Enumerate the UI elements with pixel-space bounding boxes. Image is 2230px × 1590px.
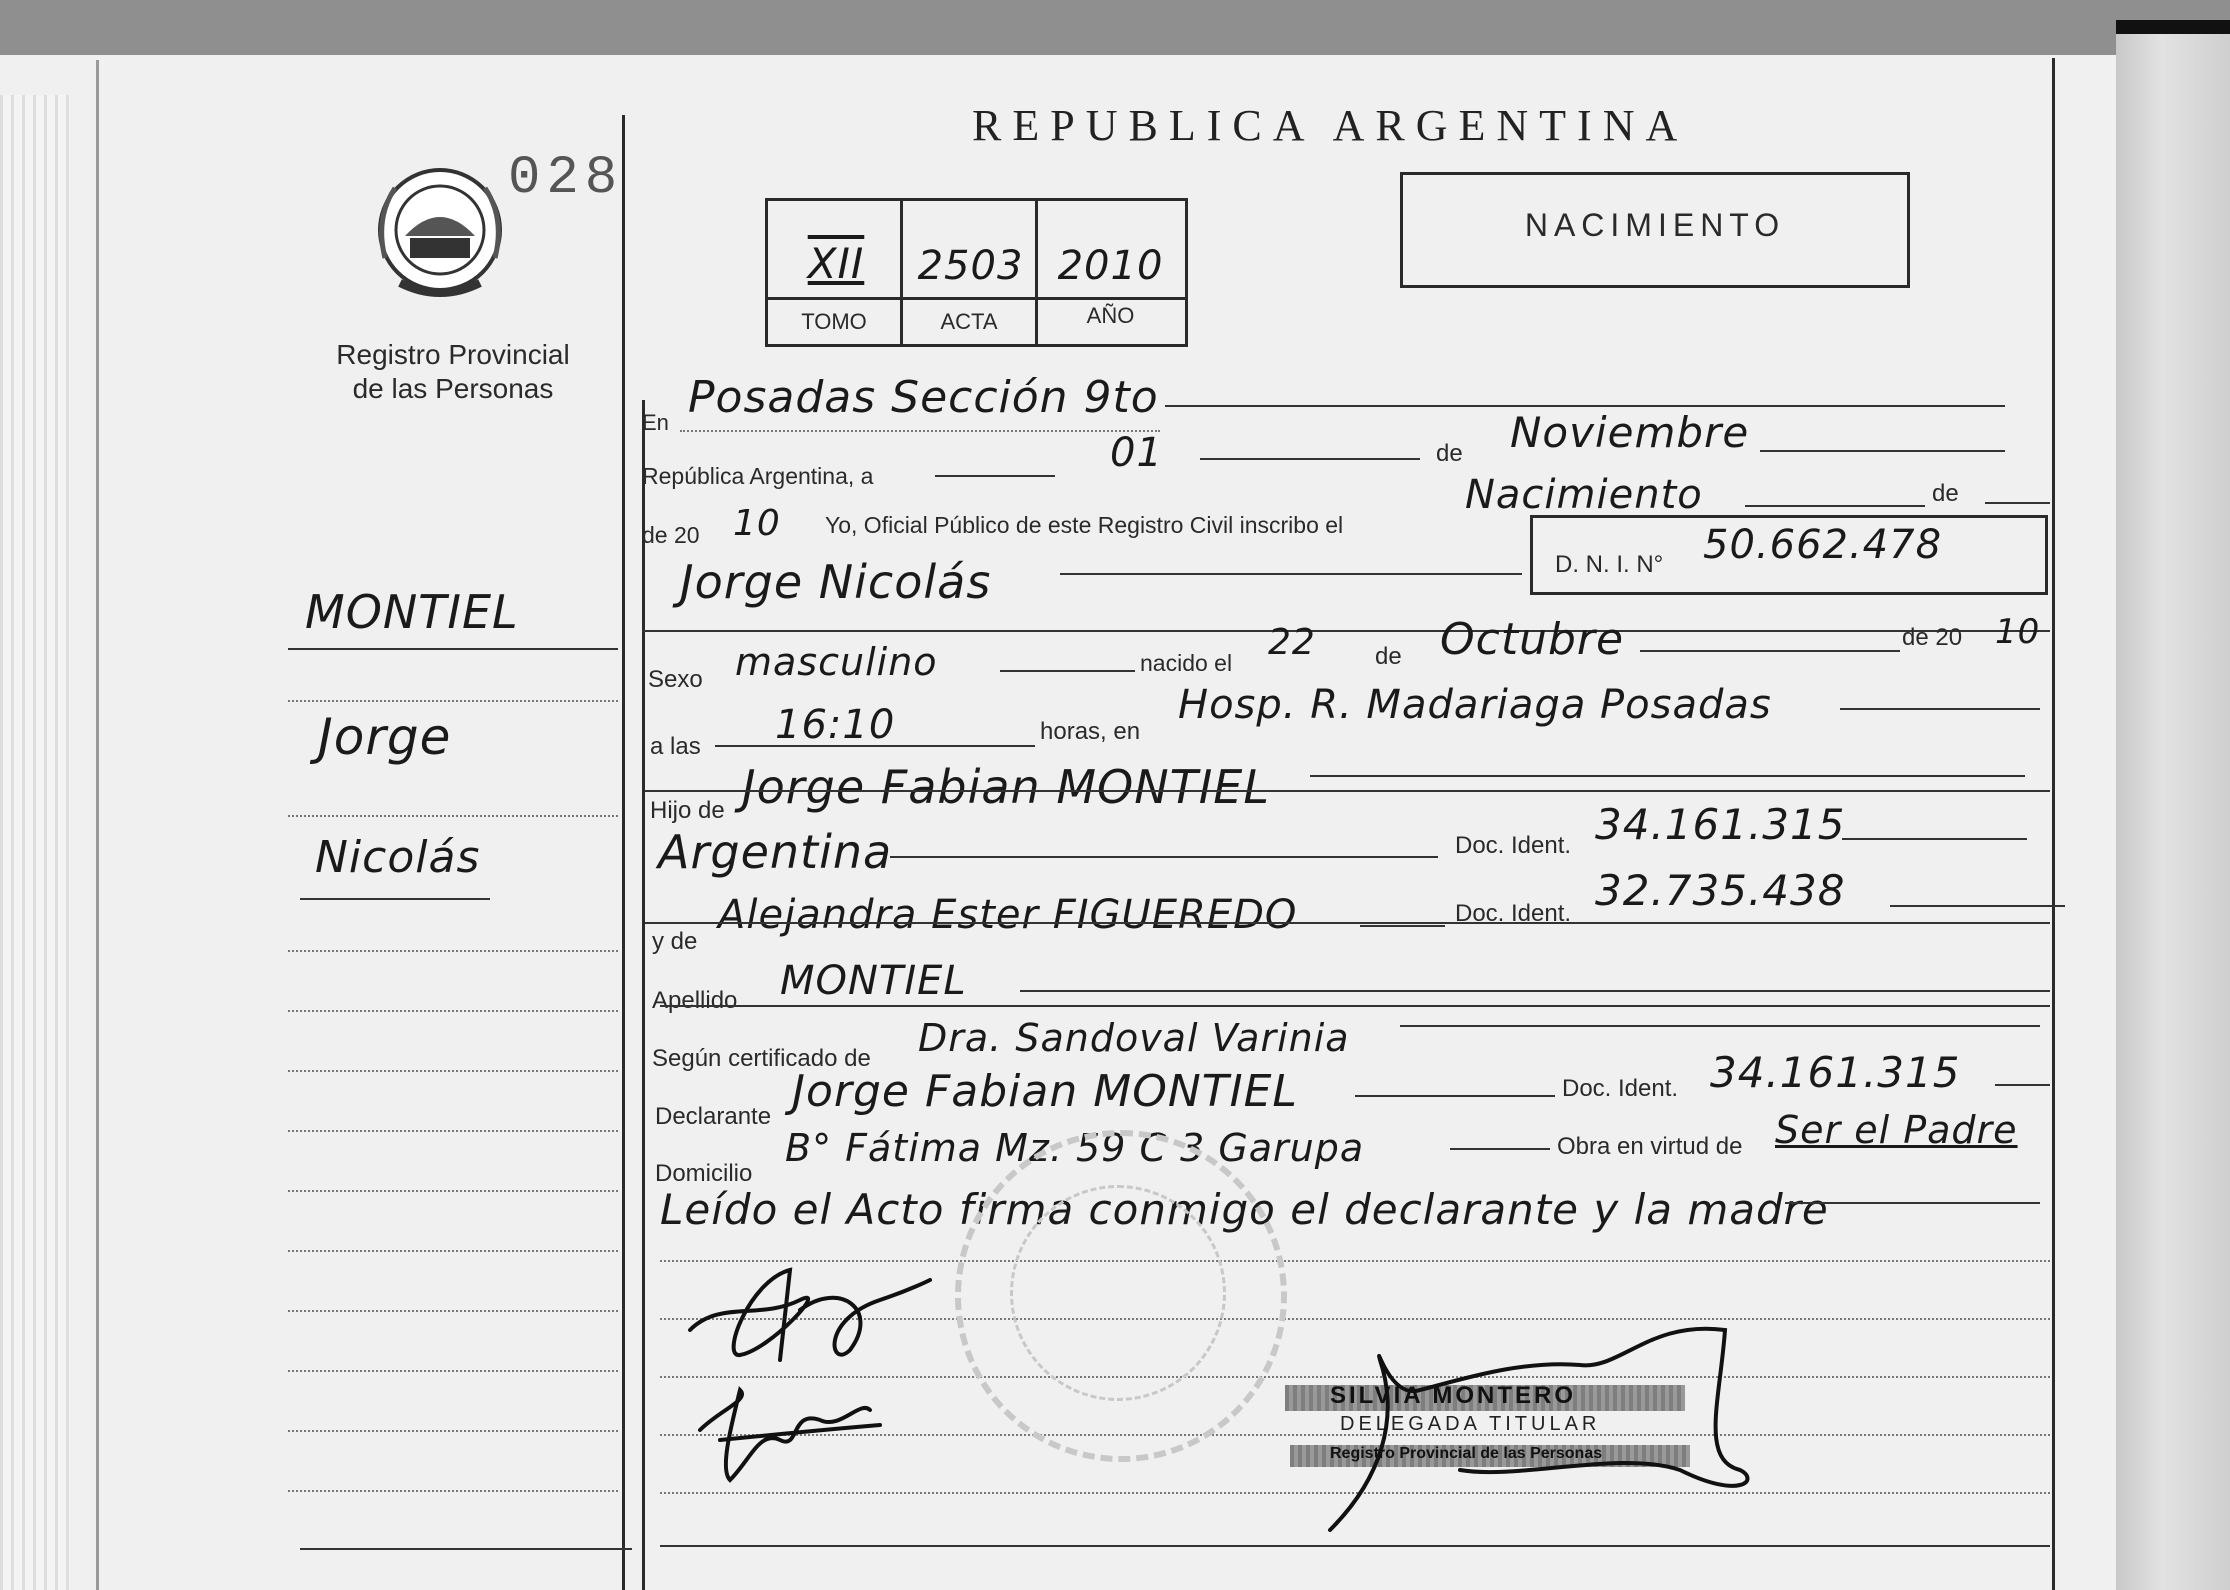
field-person-name: Jorge Nicolás bbox=[680, 555, 992, 609]
margin-surname: MONTIEL bbox=[305, 585, 519, 639]
field-padre: Jorge Fabian MONTIEL bbox=[742, 760, 1270, 814]
page-number: 028 bbox=[508, 148, 624, 209]
label-dni: D. N. I. N° bbox=[1555, 551, 1664, 578]
label-inscribe: Yo, Oficial Público de este Registro Civil inscribo el bbox=[825, 512, 1344, 538]
label-doc-declarante: Doc. Ident. bbox=[1562, 1075, 1679, 1102]
label-horas-en: horas, en bbox=[1040, 718, 1141, 745]
field-birth-year-suffix: 10 bbox=[1995, 612, 2041, 652]
margin-first-name: Jorge bbox=[318, 708, 452, 766]
misiones-seal-icon bbox=[365, 158, 515, 308]
field-obra: Ser el Padre bbox=[1775, 1108, 2018, 1152]
margin-middle-name: Nicolás bbox=[315, 832, 481, 883]
label-doc-madre: Doc. Ident. bbox=[1455, 900, 1572, 927]
label-republica: República Argentina, a bbox=[642, 463, 874, 489]
signature-madre-icon bbox=[690, 1380, 890, 1490]
field-domicilio: B° Fátima Mz. 59 C 3 Garupa bbox=[785, 1126, 1365, 1170]
field-madre: Alejandra Ester FIGUEREDO bbox=[718, 892, 1298, 938]
field-hora: 16:10 bbox=[775, 702, 896, 748]
register-box bbox=[765, 198, 1188, 347]
field-dni: 50.662.478 bbox=[1703, 522, 1943, 568]
paper-stack bbox=[0, 95, 70, 1590]
field-apellido: MONTIEL bbox=[780, 958, 967, 1004]
field-nota: Leído el Acto firma conmigo el declarante y la madre bbox=[660, 1185, 1829, 1234]
country-title: REPUBLICA ARGENTINA bbox=[972, 101, 1689, 150]
label-alas: a las bbox=[650, 733, 701, 760]
signature-official-icon bbox=[1320, 1320, 1760, 1540]
field-place: Posadas Sección 9to bbox=[688, 372, 1159, 423]
label-obra: Obra en virtud de bbox=[1557, 1133, 1743, 1160]
label-en: En bbox=[642, 410, 669, 435]
field-padre-nacionalidad: Argentina bbox=[658, 825, 893, 879]
registry-name-line1: Registro Provincial bbox=[336, 339, 570, 370]
label-de-after-act: de bbox=[1932, 480, 1959, 507]
act-type-box bbox=[1400, 172, 1910, 288]
paper-edge bbox=[2116, 20, 2230, 1590]
stamp-official-role: DELEGADA TITULAR bbox=[1340, 1413, 1601, 1435]
stamp-official-name: SILVIA MONTERO bbox=[1330, 1382, 1576, 1409]
label-hijo: Hijo de bbox=[650, 797, 725, 824]
label-domicilio: Domicilio bbox=[655, 1160, 753, 1187]
acta-value: 2503 bbox=[917, 243, 1024, 289]
label-de-birth: de bbox=[1375, 643, 1402, 670]
field-year-suffix: 10 bbox=[733, 503, 781, 544]
registry-name-line2: de las Personas bbox=[352, 373, 554, 404]
registry-name bbox=[328, 338, 578, 406]
stamp-official-office: Registro Provincial de las Personas bbox=[1330, 1445, 1603, 1462]
label-sexo: Sexo bbox=[648, 666, 703, 693]
field-birth-month: Octubre bbox=[1440, 614, 1625, 665]
inner-column-divider bbox=[642, 400, 645, 1590]
field-certificado: Dra. Sandoval Varinia bbox=[918, 1016, 1350, 1060]
signature-declarante-icon bbox=[680, 1240, 940, 1370]
field-month: Noviembre bbox=[1510, 408, 1750, 457]
label-de20-birth: de 20 bbox=[1902, 624, 1963, 651]
right-border bbox=[2052, 58, 2055, 1590]
field-declarante: Jorge Fabian MONTIEL bbox=[792, 1066, 1298, 1117]
label-de20: de 20 bbox=[642, 522, 700, 548]
tomo-value: XII bbox=[807, 239, 865, 288]
field-lugar: Hosp. R. Madariaga Posadas bbox=[1178, 682, 1772, 728]
label-nacido: nacido el bbox=[1140, 650, 1233, 676]
acta-label: ACTA bbox=[940, 309, 998, 334]
act-type: NACIMIENTO bbox=[1524, 207, 1786, 243]
field-day: 01 bbox=[1110, 430, 1163, 476]
dni-box bbox=[1530, 515, 2048, 595]
field-padre-doc: 34.161.315 bbox=[1595, 800, 1846, 849]
field-birth-day: 22 bbox=[1268, 622, 1316, 663]
label-apellido: Apellido bbox=[652, 987, 738, 1014]
field-sexo: masculino bbox=[735, 640, 938, 684]
anio-value: 2010 bbox=[1057, 243, 1164, 289]
label-declarante: Declarante bbox=[655, 1103, 772, 1130]
label-de-month: de bbox=[1436, 440, 1463, 467]
anio-label: AÑO bbox=[1086, 303, 1135, 328]
field-declarante-doc: 34.161.315 bbox=[1710, 1048, 1961, 1097]
label-yde: y de bbox=[652, 928, 698, 955]
column-divider bbox=[622, 115, 625, 1590]
tomo-label: TOMO bbox=[801, 309, 867, 334]
label-doc-padre: Doc. Ident. bbox=[1455, 832, 1572, 859]
field-act-inscribed: Nacimiento bbox=[1465, 472, 1703, 518]
field-madre-doc: 32.735.438 bbox=[1595, 866, 1846, 915]
label-segun: Según certificado de bbox=[652, 1045, 871, 1072]
sheet-left-edge bbox=[96, 60, 99, 1590]
